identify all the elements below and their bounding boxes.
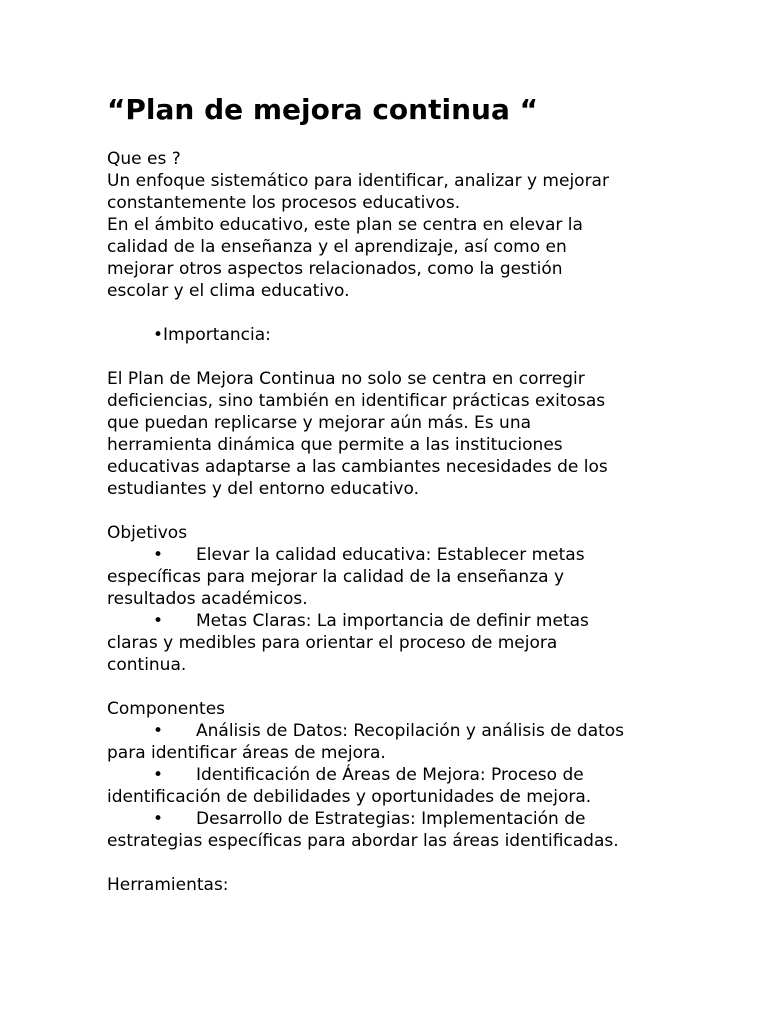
list-item-text: Metas Claras: La importancia de definir metas — [196, 611, 589, 631]
bullet-icon: • — [153, 545, 164, 565]
paragraph-line: constantemente los procesos educativos. — [107, 193, 461, 213]
paragraph-line: educativas adaptarse a las cambiantes necesidades de los — [107, 457, 608, 477]
bullet-icon: • — [153, 765, 164, 785]
paragraph-line: herramienta dinámica que permite a las instituciones — [107, 435, 563, 455]
spacer — [107, 346, 747, 368]
list-item-line: resultados académicos. — [107, 589, 308, 609]
paragraph-line: que puedan replicarse y mejorar aún más. Es una — [107, 413, 532, 433]
spacer — [107, 302, 747, 324]
spacer — [107, 500, 747, 522]
bullet-icon: • — [153, 721, 164, 741]
document-page — [107, 90, 747, 896]
list-item-line: específicas para mejorar la calidad de la enseñanza y — [107, 567, 565, 587]
list-item-text: Identificación de Áreas de Mejora: Proceso de — [196, 765, 584, 785]
paragraph-line: estudiantes y del entorno educativo. — [107, 479, 420, 499]
section-heading-importancia: •Importancia: — [153, 325, 271, 345]
list-item-first-line — [107, 808, 747, 830]
section-heading-herramientas: Herramientas: — [107, 875, 229, 895]
document-title: “Plan de mejora continua “ — [107, 93, 538, 126]
section-heading-que-es: Que es ? — [107, 149, 181, 169]
paragraph-line: En el ámbito educativo, este plan se centra en elevar la — [107, 215, 583, 235]
section-heading-componentes: Componentes — [107, 699, 226, 719]
spacer — [107, 852, 747, 874]
paragraph-line: escolar y el clima educativo. — [107, 281, 350, 301]
list-item-line: para identificar áreas de mejora. — [107, 743, 386, 763]
list-item-first-line — [107, 764, 747, 786]
paragraph-line: Un enfoque sistemático para identificar, analizar y mejorar — [107, 171, 609, 191]
paragraph-line: El Plan de Mejora Continua no solo se centra en corregir — [107, 369, 585, 389]
list-item-line: claras y medibles para orientar el proceso de mejora — [107, 633, 558, 653]
list-item-text: Análisis de Datos: Recopilación y análisis de datos — [196, 721, 625, 741]
bullet-icon: • — [153, 611, 164, 631]
list-item-first-line — [107, 720, 747, 742]
section-heading-objetivos: Objetivos — [107, 523, 188, 543]
list-item-line: identificación de debilidades y oportunidades de mejora. — [107, 787, 592, 807]
paragraph-line: deficiencias, sino también en identificar prácticas exitosas — [107, 391, 606, 411]
list-item-first-line — [107, 544, 747, 566]
list-item-text: Elevar la calidad educativa: Establecer metas — [196, 545, 585, 565]
paragraph-line: mejorar otros aspectos relacionados, como la gestión — [107, 259, 563, 279]
list-item-first-line — [107, 610, 747, 632]
list-item-line: continua. — [107, 655, 187, 675]
bullet-icon: • — [153, 809, 164, 829]
paragraph-line: calidad de la enseñanza y el aprendizaje, así como en — [107, 237, 567, 257]
list-item-line: estrategias específicas para abordar las áreas identificadas. — [107, 831, 619, 851]
list-item-text: Desarrollo de Estrategias: Implementación de — [196, 809, 586, 829]
spacer — [107, 676, 747, 698]
